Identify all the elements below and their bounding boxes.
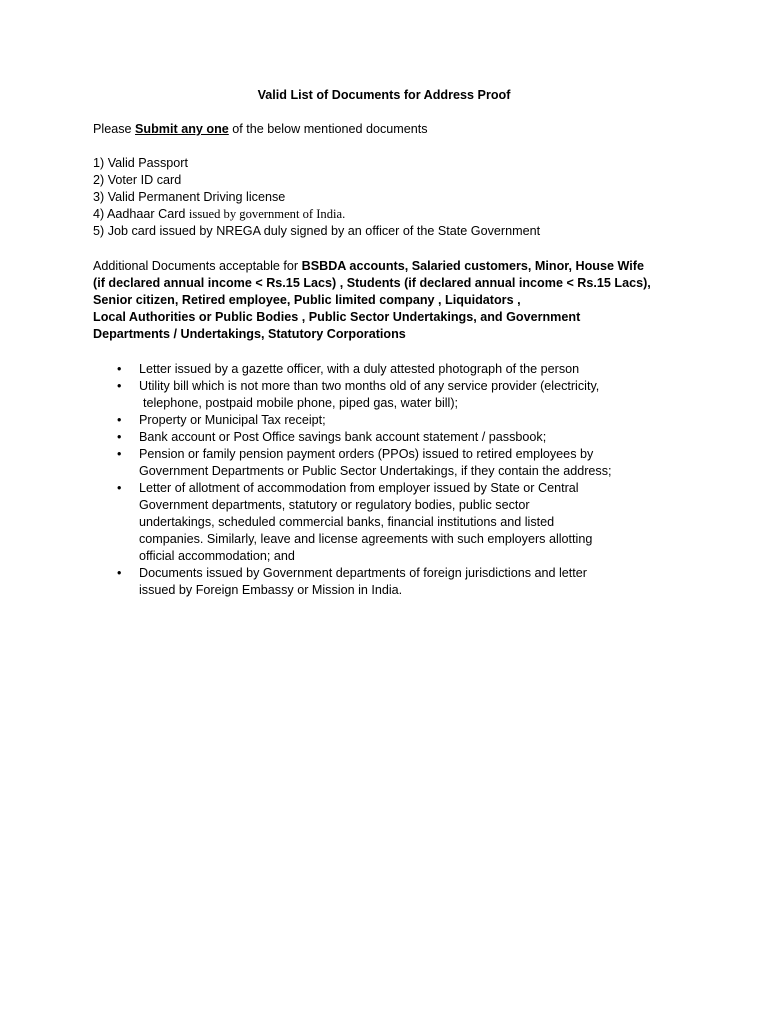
numbered-item-serif-tail: issued by government of India. <box>188 207 346 221</box>
bullet-icon: • <box>117 379 122 393</box>
numbered-item-text: 2) Voter ID card <box>93 173 182 187</box>
additional-documents-paragraph <box>93 258 733 343</box>
bullet-line: Bank account or Post Office savings bank account statement / passbook; <box>139 430 547 444</box>
bullet-line: undertakings, scheduled commercial banks, financial institutions and listed <box>139 515 555 529</box>
bullet-icon: • <box>117 447 122 461</box>
bullet-line: Letter issued by a gazette officer, with a duly attested photograph of the person <box>139 362 580 376</box>
bullet-icon: • <box>117 566 122 580</box>
additional-line <box>93 292 733 309</box>
numbered-item <box>93 223 733 240</box>
numbered-item-text: 4) Aadhaar Card <box>93 207 189 221</box>
additional-line-bold: BSBDA accounts, Salaried customers, Minor, House Wife <box>301 259 644 273</box>
bullet-line: Pension or family pension payment orders (PPOs) issued to retired employees by <box>139 447 594 461</box>
bullet-icon: • <box>117 413 122 427</box>
additional-line <box>93 275 733 292</box>
bullet-item <box>0 412 679 429</box>
additional-line <box>93 309 733 326</box>
additional-line-prefix: Additional Documents acceptable for <box>93 259 302 273</box>
numbered-item <box>93 206 733 223</box>
bullet-line: Utility bill which is not more than two months old of any service provider (electricity, <box>139 379 600 393</box>
numbered-document-list <box>93 155 733 240</box>
intro-suffix: of the below mentioned documents <box>228 122 428 136</box>
numbered-item <box>93 189 733 206</box>
additional-line-bold: Departments / Undertakings, Statutory Corporations <box>93 327 406 341</box>
bullet-item <box>0 480 679 565</box>
bullet-item <box>0 565 679 599</box>
additional-line-bold: Local Authorities or Public Bodies , Public Sector Undertakings, and Government <box>93 310 581 324</box>
numbered-item-text: 3) Valid Permanent Driving license <box>93 190 286 204</box>
bullet-line: official accommodation; and <box>139 549 295 563</box>
intro-prefix: Please <box>93 122 136 136</box>
numbered-item-text: 5) Job card issued by NREGA duly signed by an officer of the State Government <box>93 224 541 238</box>
intro-emphasis: Submit any one <box>135 122 229 136</box>
bullet-line: Documents issued by Government departments of foreign jurisdictions and letter <box>139 566 588 580</box>
bullet-line: Letter of allotment of accommodation from employer issued by State or Central <box>139 481 579 495</box>
additional-line <box>93 326 733 343</box>
bullet-item <box>0 446 679 480</box>
numbered-item-text: 1) Valid Passport <box>93 156 188 170</box>
additional-line-bold: Senior citizen, Retired employee, Public limited company , Liquidators , <box>93 293 521 307</box>
bullet-line: Government departments, statutory or regulatory bodies, public sector <box>139 498 530 512</box>
additional-line <box>93 258 733 275</box>
additional-line-bold: (if declared annual income < Rs.15 Lacs) , Students (if declared annual income < Rs.15 Lacs), <box>93 276 651 290</box>
bullet-line: Government Departments or Public Sector Undertakings, if they contain the address; <box>139 464 612 478</box>
bullet-document-list <box>0 361 768 599</box>
bullet-item <box>0 378 679 412</box>
bullet-line: companies. Similarly, leave and license agreements with such employers allotting <box>139 532 593 546</box>
bullet-icon: • <box>117 430 122 444</box>
bullet-line: Property or Municipal Tax receipt; <box>139 413 326 427</box>
bullet-item <box>0 361 679 378</box>
bullet-line: telephone, postpaid mobile phone, piped gas, water bill); <box>143 396 459 410</box>
intro-paragraph <box>93 121 733 138</box>
document-title: Valid List of Documents for Address Proof <box>257 88 511 102</box>
numbered-item <box>93 172 733 189</box>
numbered-item <box>93 155 733 172</box>
bullet-icon: • <box>117 481 122 495</box>
bullet-item <box>0 429 679 446</box>
bullet-line: issued by Foreign Embassy or Mission in India. <box>139 583 403 597</box>
bullet-icon: • <box>117 362 122 376</box>
